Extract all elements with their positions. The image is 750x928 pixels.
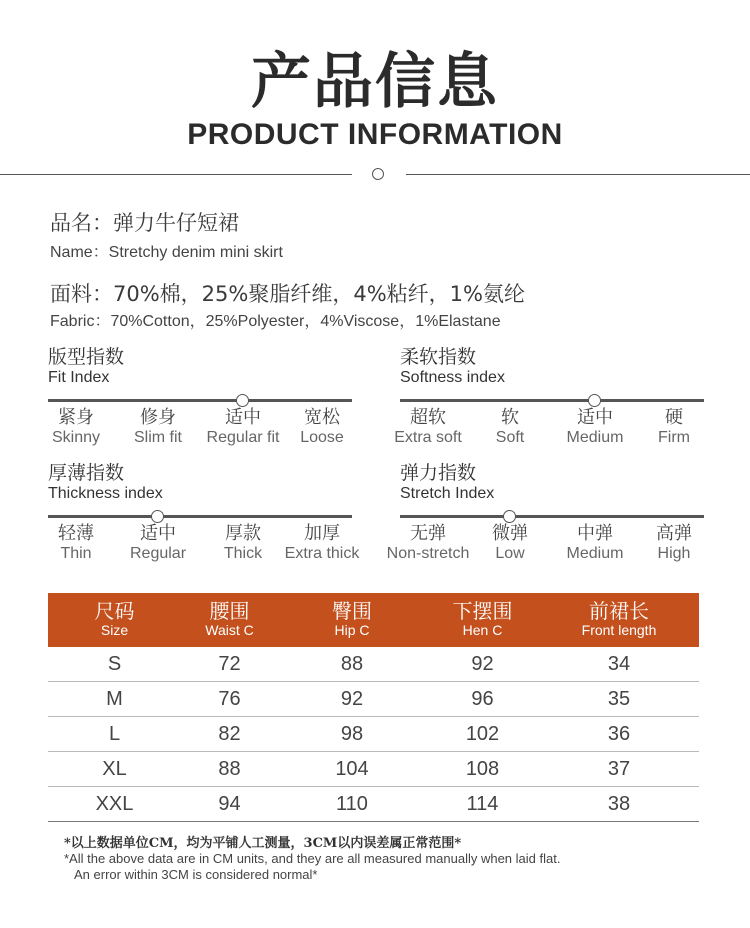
fit-index-option	[198, 408, 288, 447]
thickness-index-option-cn: 轻薄	[58, 523, 94, 544]
stretch-index-option-en: Medium	[566, 544, 624, 562]
softness-index-track	[400, 399, 704, 402]
table-cell: 92	[340, 688, 364, 710]
fit-index-option	[277, 408, 367, 447]
fabric-en: Fabric：70%Cotton，25%Polyester，4%Viscose，1%Elastane	[50, 313, 501, 330]
size-table	[48, 593, 699, 822]
stretch-index-option-cn: 高弹	[656, 523, 692, 544]
table-cell: 88	[340, 653, 364, 675]
stretch-index-option	[383, 524, 473, 563]
softness-index-option	[550, 408, 640, 447]
size-table-header-cn: 尺码	[94, 599, 135, 623]
softness-index-option	[629, 408, 719, 447]
thickness-index-option-en: Extra thick	[284, 544, 360, 562]
thickness-index-option-cn: 厚款	[225, 523, 261, 544]
stretch-index-option-cn: 无弹	[410, 523, 446, 544]
table-cell: 36	[607, 723, 631, 745]
thickness-index-track	[48, 515, 352, 518]
fit-index-title-en: Fit Index	[48, 368, 110, 386]
fit-index-marker	[236, 394, 249, 407]
measurement-note-en-line1: *All the above data are in CM units, and they are all measured manually when laid flat.	[64, 851, 561, 866]
softness-index	[394, 346, 704, 446]
size-table-header-cell	[48, 593, 181, 647]
size-table-header-cn: 腰围	[209, 599, 250, 623]
thickness-index-option-en: Thick	[223, 544, 263, 562]
table-row	[48, 752, 699, 787]
table-cell: 38	[607, 793, 631, 815]
stretch-index-option	[629, 524, 719, 563]
size-table-header-cell	[426, 593, 539, 647]
table-row	[48, 647, 699, 682]
table-row	[48, 682, 699, 717]
stretch-index-option-en: Non-stretch	[386, 544, 470, 562]
fit-index-title-cn: 版型指数	[48, 346, 125, 368]
table-cell: 92	[471, 653, 494, 675]
stretch-index-track	[400, 515, 704, 518]
thickness-index	[48, 462, 360, 562]
table-cell: 110	[336, 793, 368, 815]
table-cell: XXL	[95, 793, 134, 815]
size-table-header-cell	[181, 593, 278, 647]
table-cell: 72	[218, 653, 241, 675]
stretch-index-option-cn: 微弹	[492, 523, 528, 544]
fit-index-option-en: Slim fit	[134, 428, 182, 446]
softness-index-option-en: Firm	[658, 428, 690, 446]
thickness-index-title-en: Thickness index	[48, 484, 163, 502]
table-cell: 94	[218, 793, 241, 815]
table-cell: 104	[335, 758, 369, 780]
thickness-index-option-cn: 适中	[140, 523, 176, 544]
size-table-header-cn: 前裙长	[589, 599, 649, 623]
table-cell: 82	[218, 723, 241, 745]
softness-index-option	[383, 408, 473, 447]
thickness-index-title-cn: 厚薄指数	[48, 462, 125, 484]
fit-index	[48, 346, 352, 446]
fit-index-option-en: Loose	[300, 428, 344, 446]
stretch-index-option-en: Low	[495, 544, 525, 562]
size-table-header	[48, 593, 699, 647]
table-cell: 108	[465, 758, 500, 780]
thickness-index-option	[198, 524, 288, 563]
measurement-note-cn: *以上数据单位CM，均为平铺人工测量，3CM以内误差属正常范围*	[64, 836, 462, 851]
fit-index-option-cn: 紧身	[58, 407, 94, 428]
fabric-cn: 面料：70%棉，25%聚脂纤维，4%粘纤，1%氨纶	[50, 282, 525, 306]
table-cell: XL	[102, 758, 127, 780]
thickness-index-option-en: Thin	[60, 544, 92, 562]
softness-index-option-cn: 超软	[410, 407, 446, 428]
size-table-header-cell	[278, 593, 426, 647]
fit-index-option	[31, 408, 121, 447]
fit-index-option-en: Skinny	[51, 428, 101, 446]
table-row	[48, 787, 699, 822]
softness-index-option-cn: 硬	[665, 407, 683, 428]
stretch-index-option-en: High	[657, 544, 691, 562]
stretch-index-title-en: Stretch Index	[400, 484, 495, 502]
table-cell: 114	[466, 793, 499, 815]
stretch-index-title-cn: 弹力指数	[400, 462, 477, 484]
thickness-index-option	[277, 524, 367, 563]
table-cell: 34	[607, 653, 631, 675]
softness-index-option	[465, 408, 555, 447]
table-cell: M	[106, 688, 123, 710]
stretch-index-option-cn: 中弹	[577, 523, 613, 544]
thickness-index-option	[31, 524, 121, 563]
thickness-index-option-cn: 加厚	[304, 523, 340, 544]
fit-index-option-cn: 适中	[225, 407, 261, 428]
divider-right	[406, 174, 750, 175]
softness-index-option-cn: 软	[501, 407, 519, 428]
size-table-header-en: Waist C	[205, 622, 254, 638]
size-table-header-en: Hen C	[462, 622, 503, 638]
size-table-header-cn: 臀围	[332, 599, 372, 623]
product-name-en: Name：Stretchy denim mini skirt	[50, 244, 283, 261]
softness-index-option-cn: 适中	[577, 407, 613, 428]
table-cell: 98	[340, 723, 364, 745]
fit-index-option-en: Regular fit	[206, 428, 280, 446]
divider-left	[0, 174, 352, 175]
stretch-index	[386, 462, 704, 562]
size-table-body	[48, 647, 699, 822]
size-table-header-en: Hip C	[334, 622, 370, 638]
page-title-en: PRODUCT INFORMATION	[187, 118, 563, 151]
measurement-note-en	[64, 851, 560, 884]
stretch-index-option	[550, 524, 640, 563]
fit-index-option	[113, 408, 203, 447]
table-row	[48, 717, 699, 752]
size-table-header-cn: 下摆围	[452, 599, 513, 623]
table-cell: 35	[607, 688, 631, 710]
stretch-index-option	[465, 524, 555, 563]
fit-index-option-cn: 宽松	[304, 407, 340, 428]
table-cell: 102	[465, 723, 500, 745]
table-cell: L	[108, 723, 121, 745]
table-cell: 37	[607, 758, 631, 780]
size-table-header-cell	[539, 593, 699, 647]
fit-index-track	[48, 399, 352, 402]
thickness-index-marker	[151, 510, 164, 523]
measurement-note-en-line2: An error within 3CM is considered normal*	[74, 867, 318, 883]
table-cell: 76	[218, 688, 241, 710]
product-name-cn: 品名：弹力牛仔短裙	[50, 211, 239, 235]
divider-dot	[372, 168, 384, 180]
table-cell: S	[107, 653, 122, 675]
size-table-header-en: Front length	[581, 622, 657, 638]
softness-index-title-en: Softness index	[400, 368, 505, 386]
softness-index-title-cn: 柔软指数	[400, 346, 477, 368]
table-cell: 88	[218, 758, 241, 780]
softness-index-marker	[588, 394, 601, 407]
stretch-index-marker	[503, 510, 516, 523]
table-cell: 96	[471, 688, 494, 710]
page-title-cn: 产品信息	[251, 47, 499, 117]
fit-index-option-cn: 修身	[140, 407, 176, 428]
softness-index-option-en: Medium	[566, 428, 624, 446]
softness-index-option-en: Extra soft	[394, 428, 462, 446]
size-table-header-en: Size	[100, 622, 129, 638]
thickness-index-option	[113, 524, 203, 563]
softness-index-option-en: Soft	[495, 428, 525, 446]
thickness-index-option-en: Regular	[129, 544, 187, 562]
